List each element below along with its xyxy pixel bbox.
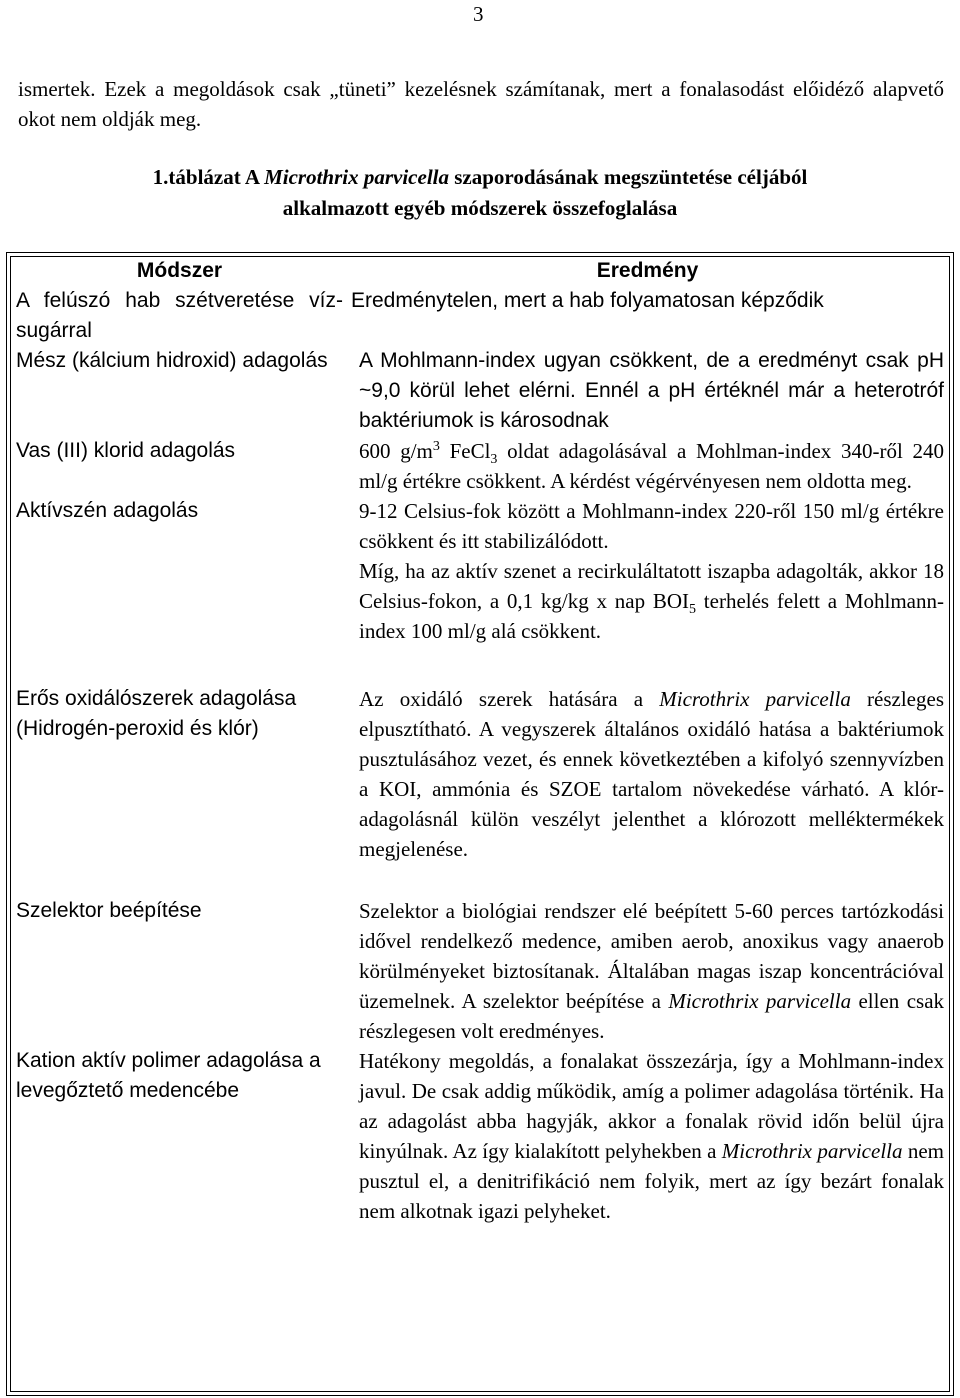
result-subscript: 5 (689, 602, 697, 618)
result-part: terhelés felett a Mohlmann-index 100 ml/g alá csökkent. (359, 589, 944, 643)
row-method: Szelektor beépítése (16, 899, 202, 922)
caption-rest: szaporodásának megszüntetése céljából (449, 165, 808, 189)
table-row (10, 286, 950, 346)
row-result-text (359, 684, 944, 864)
table-row (10, 1046, 950, 1226)
table-header-row (10, 256, 950, 286)
row-result-text (359, 436, 944, 496)
caption-line2: alkalmazott egyéb módszerek összefoglalása (282, 196, 678, 220)
row-result-text: A Mohlmann-index ugyan csökkent, de a eredményt csak pH ~9,0 körül lehet elérni. Ennél a pH értéknél már a heterotróf baktériumok is károsodnak (359, 349, 944, 432)
result-part: ellen csak részlegesen volt eredményes. (359, 989, 945, 1043)
result-part: FeCl (439, 439, 491, 463)
row-result (347, 880, 950, 1046)
result-part: 600 g/m (359, 439, 433, 463)
caption-species: Microthrix parvicella (264, 165, 449, 189)
intro-paragraph: ismertek. Ezek a megoldások csak „tüneti” kezelésnek számítanak, mert a fonalasodást előidéző alapvető okot nem oldják meg. (18, 77, 944, 131)
result-species: Microthrix parvicella (721, 1139, 903, 1163)
table-caption (0, 162, 960, 224)
result-part: Hatékony megoldás, a fonalakat összezárja, így a Mohlmann-index javul. De csak addig működik, amíg a polimer adagolása történik. Ha az adagolást abba hagyják, akkor a fonalak rövid időn belül újra kinyúlnak. Az így kialakított pelyhekben a (359, 1049, 944, 1163)
row-result (347, 346, 950, 436)
page-number: 3 (473, 2, 484, 26)
row-method: Erős oxidálószerek adagolása (Hidrogén-peroxid és klór) (16, 687, 297, 740)
header-method: Módszer (136, 259, 223, 282)
table-row (10, 880, 950, 1046)
result-part: Míg, ha az aktív szenet a recirkuláltatott iszapba adagolták, akkor 18 Celsius-fokon, a 0,1 kg/kg x nap BOI (359, 559, 944, 613)
result-superscript: 3 (432, 439, 440, 454)
row-result-text-1: 9-12 Celsius-fok között a Mohlmann-index 220-ről 150 ml/g értékre csökkent és itt stabilizálódott. (359, 499, 944, 553)
result-species: Microthrix parvicella (668, 989, 852, 1013)
table-row (10, 496, 950, 662)
caption-prefix: 1.táblázat A (152, 165, 265, 189)
row-result (347, 1046, 950, 1226)
table-row (10, 662, 950, 880)
row-method: Vas (III) klorid adagolás (16, 439, 236, 462)
table-row (10, 346, 950, 436)
result-species: Microthrix parvicella (659, 687, 851, 711)
row-result (347, 662, 950, 880)
result-part: részleges elpusztítható. A vegyszerek általános oxidáló hatása a baktériumok pusztulásához vezet, és ennek következtében a kifolyó szennyvízben a KOI, ammónia és SZOE tartalom növekedése várható. A klór-adagolásnál külön veszélyt jelenthet a klórozott melléktermékek megjelenése. (359, 687, 944, 861)
row-result-text (359, 896, 944, 1046)
result-part: nem pusztul el, a denitrifikáció nem folyik, mert az így bezárt fonalak nem alkotnak igazi pelyheket. (359, 1139, 945, 1223)
methods-table (10, 256, 950, 1226)
result-subscript: 3 (490, 452, 498, 468)
row-result (347, 436, 950, 496)
row-method: A felúszó hab szétveretése víz-sugárral (16, 289, 343, 342)
row-result (347, 496, 950, 662)
row-method: Kation aktív polimer adagolása a levegőztető medencébe (16, 1049, 321, 1102)
result-part: Szelektor a biológiai rendszer elé beépített 5-60 perces tartózkodási idővel rendelkező medence, amiben aerob, anoxikus vagy anaerob körülményeket biztosítanak. Általában magas iszap koncentrációval üzemelnek. A szelektor beépítése a (359, 899, 944, 1013)
row-method: Mész (kálcium hidroxid) adagolás (16, 349, 328, 372)
result-part: Az oxidáló szerek hatására a (359, 687, 660, 711)
row-method: Aktívszén adagolás (16, 499, 199, 522)
table-row (10, 436, 950, 496)
result-part: oldat adagolásával a Mohlman-index 340-ről 240 ml/g értékre csökkent. A kérdést végérvényesen nem oldotta meg. (359, 439, 945, 493)
row-result-text (359, 1046, 944, 1226)
row-result: Eredménytelen, mert a hab folyamatosan képződik (351, 289, 824, 312)
header-result: Eredmény (596, 259, 699, 282)
row-result-text-2 (359, 556, 944, 646)
